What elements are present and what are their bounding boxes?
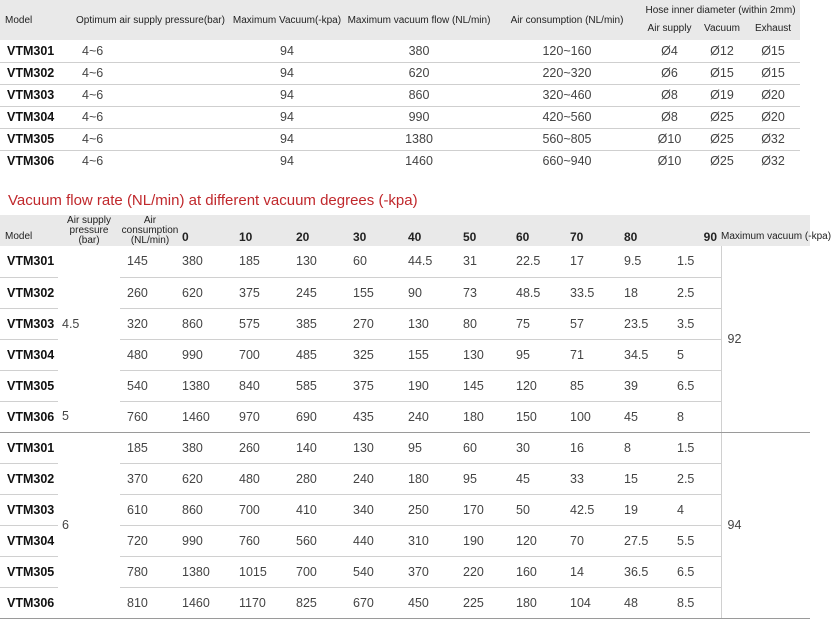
flow-value-cell: 8 [675,401,721,432]
spec-row [0,40,800,62]
flow-value-cell: 15 [622,463,675,494]
flow-row [0,401,810,432]
flow-value-cell: 50 [514,494,568,525]
spec-hose-air-cell: Ø4 [641,40,698,62]
flow-value-cell: 4 [675,494,721,525]
flow-value-cell: 5.5 [675,525,721,556]
flow-value-cell: 310 [406,525,461,556]
flow-value-cell: 27.5 [622,525,675,556]
spec-model-cell: VTM305 [0,128,72,150]
flow-col-deg-50: 50 [463,230,477,244]
spec-hose-exhaust-cell: Ø15 [746,62,800,84]
spec-model-cell: VTM302 [0,62,72,84]
spec-col-hose-exhaust: Exhaust [754,22,792,34]
flow-value-cell: 670 [351,587,406,618]
flow-row [0,277,810,308]
flow-value-cell: 180 [514,587,568,618]
spec-pressure-cell: 4~6 [72,106,229,128]
flow-value-cell: 6.5 [675,556,721,587]
spec-hose-air-cell: Ø8 [641,84,698,106]
flow-pressure-cell: 6 [58,432,120,618]
spec-consumption-cell: 320~460 [493,84,641,106]
flow-col-model: Model [5,231,33,242]
flow-value-cell: 825 [294,587,351,618]
flow-consumption-cell: 610 [120,494,180,525]
flow-table [0,214,831,619]
flow-value-cell: 240 [351,463,406,494]
flow-value-cell: 280 [294,463,351,494]
flow-col-consumption: Air consumption (NL/min) [121,214,179,246]
flow-value-cell: 375 [237,277,294,308]
spec-model-cell: VTM306 [7,154,55,169]
spec-col-consumption: Air consumption (NL/min) [510,14,624,26]
spec-pressure-cell: 4~6 [72,128,229,150]
flow-value-cell: 75 [514,308,568,339]
flow-value-cell: 33.5 [568,277,622,308]
flow-value-cell: 85 [568,370,622,401]
flow-value-cell: 480 [237,463,294,494]
flow-value-cell: 240 [406,401,461,432]
flow-value-cell: 57 [568,308,622,339]
spec-col-hose-vacuum: Vacuum [704,22,740,34]
flow-consumption-cell: 720 [120,525,180,556]
flow-value-cell: 155 [406,339,461,370]
flow-value-cell: 48 [622,587,675,618]
flow-row [0,246,810,277]
flow-consumption-cell: 760 [120,401,180,432]
flow-row [0,432,810,463]
flow-value-cell: 1380 [180,556,237,587]
flow-col-deg-80: 80 [624,230,638,244]
flow-value-cell: 160 [514,556,568,587]
spec-max-flow-cell: 1460 [405,154,433,169]
spec-max-flow-cell: 620 [345,62,493,84]
spec-hose-exhaust-cell: Ø32 [761,154,785,169]
flow-value-cell: 5 [675,339,721,370]
flow-model-cell: VTM306 [0,587,58,618]
flow-value-cell: 17 [568,246,622,277]
spec-row [0,62,800,84]
flow-model-cell: VTM303 [0,494,58,525]
flow-consumption-cell: 185 [120,432,180,463]
flow-value-cell: 385 [294,308,351,339]
flow-value-cell: 2.5 [675,277,721,308]
flow-value-cell: 970 [237,401,294,432]
flow-value-cell: 440 [351,525,406,556]
flow-model-cell: VTM304 [0,525,58,556]
flow-model-cell: VTM305 [0,370,58,401]
flow-value-cell: 33 [568,463,622,494]
flow-value-cell: 150 [514,401,568,432]
spec-model-cell: VTM303 [0,84,72,106]
flow-value-cell: 250 [406,494,461,525]
flow-value-cell: 120 [514,370,568,401]
flow-value-cell: 8 [622,432,675,463]
flow-col-deg-10: 10 [239,230,253,244]
flow-value-cell: 270 [351,308,406,339]
flow-value-cell: 185 [237,246,294,277]
spec-max-vacuum-cell: 94 [229,62,345,84]
spec-max-vacuum-cell: 94 [280,154,294,169]
spec-col-hose-air: Air supply [647,22,692,34]
flow-value-cell: 22.5 [514,246,568,277]
flow-value-cell: 48.5 [514,277,568,308]
flow-value-cell: 690 [294,401,351,432]
spec-col-hose: Hose inner diameter (within 2mm) [645,5,796,16]
flow-model-cell: VTM302 [0,277,58,308]
flow-col-deg-20: 20 [296,230,310,244]
spec-pressure-cell: 4~6 [72,84,229,106]
flow-header-row [0,215,810,246]
flow-value-cell: 190 [406,370,461,401]
flow-value-cell: 100 [568,401,622,432]
flow-consumption-cell: 260 [120,277,180,308]
flow-value-cell: 8.5 [675,587,721,618]
spec-hose-vacuum-cell: Ø25 [698,128,746,150]
flow-row [0,556,810,587]
flow-consumption-cell: 370 [120,463,180,494]
flow-value-cell: 2.5 [675,463,721,494]
flow-value-cell: 485 [294,339,351,370]
flow-value-cell: 575 [237,308,294,339]
flow-model-cell: VTM301 [0,246,58,277]
flow-value-cell: 6.5 [675,370,721,401]
flow-value-cell: 80 [461,308,514,339]
flow-value-cell: 130 [294,246,351,277]
flow-value-cell: 1170 [237,587,294,618]
flow-value-cell: 375 [351,370,406,401]
flow-value-cell: 30 [514,432,568,463]
spec-hose-exhaust-cell: Ø15 [746,40,800,62]
flow-value-cell: 700 [237,494,294,525]
flow-value-cell: 225 [461,587,514,618]
flow-consumption-cell: 480 [120,339,180,370]
spec-max-flow-cell: 380 [345,40,493,62]
flow-value-cell: 42.5 [568,494,622,525]
flow-value-cell: 180 [406,463,461,494]
spec-hose-vacuum-cell: Ø25 [710,154,734,169]
flow-value-cell: 1015 [237,556,294,587]
flow-table-body [0,246,810,618]
spec-row [0,106,800,128]
flow-model-cell: VTM301 [0,432,58,463]
flow-value-cell: 620 [180,463,237,494]
flow-value-cell: 36.5 [622,556,675,587]
flow-col-deg-60: 60 [516,230,530,244]
spec-pressure-cell: 4~6 [72,62,229,84]
flow-max-vacuum-cell: 94 [721,432,810,618]
flow-row [0,370,810,401]
flow-value-cell: 104 [568,587,622,618]
flow-consumption-cell: 780 [120,556,180,587]
flow-value-cell: 95 [514,339,568,370]
flow-col-pressure: Air supply pressure (bar) [67,214,111,246]
flow-consumption-cell: 145 [120,246,180,277]
flow-value-cell: 45 [514,463,568,494]
spec-col-model: Model [5,14,33,26]
spec-row [0,84,800,106]
spec-hose-air-cell: Ø6 [641,62,698,84]
flow-pressure-cell: 5 [58,401,120,432]
flow-value-cell: 70 [568,525,622,556]
flow-value-cell: 14 [568,556,622,587]
flow-value-cell: 245 [294,277,351,308]
flow-value-cell: 73 [461,277,514,308]
flow-value-cell: 1380 [180,370,237,401]
spec-model-cell: VTM301 [0,40,72,62]
flow-row [0,308,810,339]
flow-model-cell: VTM306 [0,401,58,432]
spec-row [0,150,800,172]
flow-value-cell: 140 [294,432,351,463]
flow-value-cell: 95 [406,432,461,463]
flow-value-cell: 180 [461,401,514,432]
flow-value-cell: 39 [622,370,675,401]
flow-value-cell: 540 [351,556,406,587]
flow-value-cell: 450 [406,587,461,618]
flow-value-cell: 16 [568,432,622,463]
flow-value-cell: 620 [180,277,237,308]
spec-col-max-vacuum: Maximum Vacuum(-kpa) [232,14,342,26]
spec-hose-exhaust-cell: Ø20 [746,84,800,106]
flow-value-cell: 60 [351,246,406,277]
spec-hose-air-cell: Ø8 [641,106,698,128]
flow-consumption-cell: 810 [120,587,180,618]
spec-pressure-cell: 4~6 [82,154,104,169]
flow-value-cell: 860 [180,308,237,339]
spec-max-flow-cell: 860 [345,84,493,106]
spec-consumption-cell: 220~320 [493,62,641,84]
flow-model-cell: VTM303 [0,308,58,339]
spec-col-max-flow: Maximum vacuum flow (NL/min) [347,14,491,26]
flow-value-cell: 95 [461,463,514,494]
flow-value-cell: 325 [351,339,406,370]
flow-model-cell: VTM305 [0,556,58,587]
spec-hose-exhaust-cell: Ø32 [746,128,800,150]
flow-value-cell: 340 [351,494,406,525]
flow-value-cell: 19 [622,494,675,525]
flow-col-deg-40: 40 [408,230,422,244]
flow-col-max-vacuum: Maximum vacuum (-kpa) [721,231,831,242]
flow-value-cell: 130 [351,432,406,463]
flow-value-cell: 435 [351,401,406,432]
flow-max-vacuum-cell: 92 [721,246,810,432]
flow-value-cell: 760 [237,525,294,556]
flow-row [0,463,810,494]
spec-hose-vacuum-cell: Ø25 [698,106,746,128]
flow-row [0,587,810,618]
flow-value-cell: 3.5 [675,308,721,339]
flow-value-cell: 45 [622,401,675,432]
flow-value-cell: 190 [461,525,514,556]
flow-value-cell: 170 [461,494,514,525]
spec-row [0,128,800,150]
flow-value-cell: 260 [237,432,294,463]
spec-table [0,0,800,172]
flow-value-cell: 585 [294,370,351,401]
flow-value-cell: 370 [406,556,461,587]
spec-hose-vacuum-cell: Ø12 [698,40,746,62]
flow-value-cell: 31 [461,246,514,277]
flow-model-cell: VTM302 [0,463,58,494]
spec-consumption-cell: 120~160 [493,40,641,62]
spec-max-vacuum-cell: 94 [229,128,345,150]
flow-value-cell: 410 [294,494,351,525]
flow-value-cell: 155 [351,277,406,308]
spec-model-cell: VTM304 [0,106,72,128]
flow-col-deg-0: 0 [182,230,189,244]
flow-value-cell: 60 [461,432,514,463]
flow-value-cell: 130 [406,308,461,339]
flow-value-cell: 34.5 [622,339,675,370]
flow-value-cell: 130 [461,339,514,370]
flow-value-cell: 840 [237,370,294,401]
flow-value-cell: 44.5 [406,246,461,277]
flow-row [0,525,810,556]
spec-max-vacuum-cell: 94 [229,106,345,128]
flow-row [0,339,810,370]
spec-max-vacuum-cell: 94 [229,40,345,62]
flow-col-deg-70: 70 [570,230,584,244]
flow-pressure-cell: 4.5 [62,316,80,331]
spec-hose-air-cell: Ø10 [641,128,698,150]
spec-hose-exhaust-cell: Ø20 [746,106,800,128]
flow-value-cell: 145 [461,370,514,401]
flow-value-cell: 990 [180,525,237,556]
flow-row [0,494,810,525]
spec-consumption-cell: 420~560 [493,106,641,128]
spec-max-vacuum-cell: 94 [229,84,345,106]
spec-hose-vacuum-cell: Ø19 [698,84,746,106]
spec-header-row [0,0,800,16]
flow-value-cell: 990 [180,339,237,370]
spec-hose-vacuum-cell: Ø15 [698,62,746,84]
flow-value-cell: 700 [294,556,351,587]
flow-col-deg-90: 90 [703,230,717,244]
flow-value-cell: 9.5 [622,246,675,277]
flow-value-cell: 120 [514,525,568,556]
flow-value-cell: 1.5 [675,246,721,277]
flow-value-cell: 23.5 [622,308,675,339]
spec-max-flow-cell: 1380 [345,128,493,150]
spec-pressure-cell: 4~6 [72,40,229,62]
flow-col-deg-30: 30 [353,230,367,244]
flow-value-cell: 90 [406,277,461,308]
flow-consumption-cell: 540 [120,370,180,401]
flow-value-cell: 18 [622,277,675,308]
spec-col-pressure: Optimum air supply pressure(bar) [76,14,225,26]
flow-value-cell: 1460 [180,587,237,618]
flow-value-cell: 380 [180,246,237,277]
flow-value-cell: 1.5 [675,432,721,463]
spec-consumption-cell: 660~940 [542,154,592,169]
flow-consumption-cell: 320 [120,308,180,339]
flow-value-cell: 700 [237,339,294,370]
flow-value-cell: 220 [461,556,514,587]
spec-max-flow-cell: 990 [345,106,493,128]
flow-value-cell: 1460 [180,401,237,432]
flow-value-cell: 380 [180,432,237,463]
spec-consumption-cell: 560~805 [493,128,641,150]
flow-model-cell: VTM304 [0,339,58,370]
spec-hose-air-cell: Ø10 [657,154,682,169]
spec-table-body [0,40,800,172]
flow-value-cell: 560 [294,525,351,556]
flow-value-cell: 860 [180,494,237,525]
flow-table-title: Vacuum flow rate (NL/min) at different vacuum degrees (-kpa) [8,192,418,209]
flow-value-cell: 71 [568,339,622,370]
